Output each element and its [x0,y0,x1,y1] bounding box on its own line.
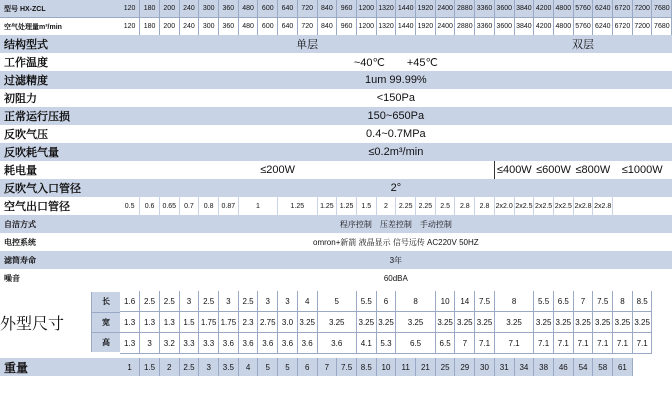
model-cell: 2400 [435,0,455,18]
weight-cell: 8.5 [356,358,376,376]
airflow-cell: 6720 [613,18,633,36]
model-cell: 7200 [632,0,652,18]
airflow-cell: 3840 [514,18,534,36]
height-cell: 7.1 [593,333,613,354]
weight-cell: 38 [534,358,554,376]
airflow-cell: 7200 [632,18,652,36]
airflow-cell: 2880 [455,18,475,36]
control-value: 程序控制 压差控制 手动控制 [120,215,672,233]
life-label: 滤筒寿命 [0,251,120,269]
outlet-cell: 2.8 [475,197,495,215]
initial-resistance-row [0,89,672,107]
initial-resistance-value: <150Pa [120,89,672,107]
outlet-cell: 0.6 [140,197,160,215]
power-label: 耗电量 [0,161,120,179]
airflow-cell: 1440 [396,18,416,36]
precision-label: 过滤精度 [0,71,120,89]
length-cell: 8 [613,291,633,312]
weight-cell: 3 [199,358,219,376]
airflow-cell: 3600 [494,18,514,36]
weight-cell: 6 [297,358,317,376]
outlet-cell: 1.5 [356,197,376,215]
weight-cell: 5 [258,358,278,376]
model-cell: 3360 [475,0,495,18]
airflow-cell: 4800 [553,18,573,36]
model-cell: 360 [219,0,239,18]
model-cell: 7680 [652,0,672,18]
model-cell: 4800 [553,0,573,18]
height-cell: 7.1 [553,333,573,354]
airflow-cell: 120 [120,18,140,36]
dimension-label-cell [0,291,120,354]
model-cell: 3840 [514,0,534,18]
length-cell: 6.5 [553,291,573,312]
blowback-pressure-label: 反吹气压 [0,125,120,143]
width-cell: 3.25 [317,312,356,333]
width-cell: 3.0 [278,312,298,333]
width-cell: 1.3 [159,312,179,333]
airflow-cell: 600 [258,18,278,36]
height-cell: 7.1 [613,333,633,354]
weight-cell: 7 [317,358,337,376]
height-cell: 3 [140,333,160,354]
height-cell: 7.1 [494,333,533,354]
model-cell: 4200 [534,0,554,18]
weight-cell: 34 [514,358,534,376]
temperature-min: ~40℃ [353,56,385,69]
length-cell: 7.5 [475,291,495,312]
structure-label: 结构型式 [0,35,120,53]
single-layer-cell: 单层 [120,35,494,53]
power-value-4: ≤800W [573,161,612,179]
outlet-cell: 1.25 [278,197,317,215]
airflow-cell: 5760 [573,18,593,36]
model-cell: 840 [317,0,337,18]
control-label: 自洁方式 [0,215,120,233]
weight-cell: 5 [278,358,298,376]
structure-row [0,35,672,53]
pressure-loss-value: 150~650Pa [120,107,672,125]
height-cell: 3.3 [179,333,199,354]
height-cell: 7.1 [632,333,652,354]
weight-cell: 1 [120,358,140,376]
blowback-consumption-row [0,143,672,161]
length-cell: 8.5 [632,291,652,312]
inlet-value: 2° [120,179,672,197]
outlet-cell: 2.25 [416,197,436,215]
airflow-cell: 1200 [356,18,376,36]
temperature-label: 工作温度 [0,53,120,71]
outlet-cell: 0.8 [199,197,219,215]
weight-cell: 30 [475,358,495,376]
length-cell: 14 [455,291,475,312]
width-cell: 3.25 [356,312,376,333]
outlet-row [0,197,672,215]
blowback-pressure-row [0,125,672,143]
model-cell: 300 [199,0,219,18]
width-cell: 3.25 [632,312,652,333]
width-cell: 3.25 [573,312,593,333]
airflow-row [0,18,672,36]
dimension-length-row [0,291,672,312]
weight-cell: 1.5 [140,358,160,376]
model-cell: 1920 [416,0,436,18]
weight-label: 重量 [0,358,120,376]
height-cell: 3.6 [317,333,356,354]
width-cell: 3.25 [534,312,554,333]
weight-cell: 61 [613,358,633,376]
model-cell: 960 [337,0,357,18]
outlet-cell: 2x2.5 [514,197,534,215]
width-cell: 1.75 [199,312,219,333]
length-cell: 3 [258,291,278,312]
electric-row [0,233,672,251]
airflow-cell: 7680 [652,18,672,36]
airflow-cell: 1920 [416,18,436,36]
model-cell: 3600 [494,0,514,18]
outlet-label: 空气出口管径 [0,197,120,215]
width-label: 宽 [92,313,120,333]
weight-row [0,358,672,376]
width-cell: 1.3 [140,312,160,333]
model-cell: 5760 [573,0,593,18]
life-row [0,251,672,269]
outlet-cell: 0.7 [179,197,199,215]
airflow-cell: 960 [337,18,357,36]
height-cell: 3.6 [278,333,298,354]
airflow-cell: 2400 [435,18,455,36]
weight-cell: 46 [553,358,573,376]
model-cell: 200 [159,0,179,18]
airflow-cell: 6240 [593,18,613,36]
width-cell: 3.25 [297,312,317,333]
model-label: 型号 HX-ZCL [0,0,120,18]
width-cell: 2.3 [238,312,258,333]
outlet-cell: 2x2.5 [534,197,554,215]
temperature-row [0,53,672,71]
dimension-label: 外型尺寸 [0,315,65,333]
control-row [0,215,672,233]
blowback-consumption-label: 反吹耗气量 [0,143,120,161]
weight-cell: 29 [455,358,475,376]
airflow-cell: 640 [278,18,298,36]
height-cell: 1.3 [120,333,140,354]
double-layer-cell: 双层 [494,35,671,53]
outlet-cell: 1.25 [337,197,357,215]
width-cell: 1.75 [219,312,239,333]
precision-value: 1um 99.99% [120,71,672,89]
height-cell: 6.5 [435,333,455,354]
outlet-cell: 2x2.8 [593,197,613,215]
width-cell: 3.25 [553,312,573,333]
width-cell: 1.3 [120,312,140,333]
airflow-cell: 180 [140,18,160,36]
temperature-value [120,53,672,71]
airflow-cell: 720 [297,18,317,36]
length-cell: 2.5 [238,291,258,312]
height-cell: 6.5 [396,333,435,354]
model-cell: 1440 [396,0,416,18]
model-cell: 720 [297,0,317,18]
outlet-cell: 1.25 [317,197,337,215]
outlet-cell: 2 [376,197,396,215]
model-cell: 120 [120,0,140,18]
outlet-cell: 2x2.5 [553,197,573,215]
airflow-cell: 4200 [534,18,554,36]
width-cell: 3.25 [593,312,613,333]
width-cell: 3.25 [376,312,396,333]
length-cell: 7 [573,291,593,312]
airflow-cell: 200 [159,18,179,36]
noise-label: 噪音 [0,269,120,287]
width-cell: 3.25 [613,312,633,333]
pressure-loss-label: 正常运行压损 [0,107,120,125]
life-value: 3年 [120,251,672,269]
outlet-cell: 2.8 [455,197,475,215]
height-label: 高 [102,338,110,348]
length-cell: 2.5 [159,291,179,312]
airflow-cell: 300 [199,18,219,36]
length-cell: 2.5 [140,291,160,312]
height-cell: 3.6 [219,333,239,354]
length-cell: 3 [278,291,298,312]
height-cell: 3.2 [159,333,179,354]
temperature-max: +45℃ [406,56,438,69]
model-cell: 1320 [376,0,396,18]
airflow-cell: 1320 [376,18,396,36]
height-cell: 4.1 [356,333,376,354]
airflow-cell: 840 [317,18,337,36]
width-cell: 3.25 [435,312,455,333]
blowback-pressure-value: 0.4~0.7MPa [120,125,672,143]
width-cell: 1.5 [179,312,199,333]
height-cell: 7.1 [573,333,593,354]
weight-cell: 4 [238,358,258,376]
weight-cell: 2.5 [179,358,199,376]
airflow-cell: 3360 [475,18,495,36]
length-cell: 2.5 [199,291,219,312]
inlet-row [0,179,672,197]
weight-cell: 3.5 [219,358,239,376]
electric-label: 电控系统 [0,233,120,251]
length-cell: 5.5 [534,291,554,312]
inlet-label: 反吹气入口管径 [0,179,120,197]
pressure-loss-row [0,107,672,125]
length-cell: 5 [317,291,356,312]
model-cell: 240 [179,0,199,18]
airflow-cell: 240 [179,18,199,36]
weight-cell: 10 [376,358,396,376]
model-cell: 480 [238,0,258,18]
length-cell: 5.5 [356,291,376,312]
height-cell: 3.6 [297,333,317,354]
airflow-label: 空气处理量m³/min [0,18,120,36]
noise-row [0,269,672,287]
airflow-cell: 360 [219,18,239,36]
model-cell: 640 [278,0,298,18]
length-cell: 4 [297,291,317,312]
length-cell: 1.6 [120,291,140,312]
outlet-cell: 2x2.0 [494,197,514,215]
model-cell: 6240 [593,0,613,18]
initial-resistance-label: 初阻力 [0,89,120,107]
model-cell: 1200 [356,0,376,18]
width-cell: 3.25 [494,312,533,333]
outlet-cell: 2.25 [396,197,416,215]
outlet-cell: 2x2.8 [573,197,593,215]
power-value-1: ≤200W [120,161,435,179]
length-cell: 8 [396,291,435,312]
outlet-cell: 1 [238,197,277,215]
model-cell: 600 [258,0,278,18]
weight-cell: 11 [396,358,416,376]
width-cell: 3.25 [455,312,475,333]
power-value-2: ≤400W [494,161,533,179]
model-cell: 180 [140,0,160,18]
model-row [0,0,672,18]
weight-cell: 58 [593,358,613,376]
length-cell: 8 [494,291,533,312]
weight-cell: 54 [573,358,593,376]
weight-cell: 7.5 [337,358,357,376]
power-value-5: ≤1000W [613,161,672,179]
height-cell: 3.3 [199,333,219,354]
power-row [0,161,672,179]
model-cell: 2880 [455,0,475,18]
precision-row [0,71,672,89]
width-cell: 3.25 [475,312,495,333]
length-cell: 6 [376,291,396,312]
height-cell: 7 [455,333,475,354]
length-cell: 3 [219,291,239,312]
noise-value: 60dBA [120,269,672,287]
width-cell: 3.25 [396,312,435,333]
height-cell: 3.6 [258,333,278,354]
height-cell: 7.1 [475,333,495,354]
outlet-cell: 2.5 [435,197,455,215]
model-cell: 6720 [613,0,633,18]
length-cell: 10 [435,291,455,312]
height-cell: 5.3 [376,333,396,354]
blowback-consumption-value: ≤0.2m³/min [120,143,672,161]
power-value-3: ≤600W [534,161,573,179]
height-cell: 3.6 [238,333,258,354]
outlet-cell: 0.65 [159,197,179,215]
weight-cell: 25 [435,358,455,376]
weight-cell: 2 [159,358,179,376]
width-cell: 2.75 [258,312,278,333]
electric-value: omron+新箭 液晶显示 信号远传 AC220V 50HZ [120,233,672,251]
length-cell: 7.5 [593,291,613,312]
height-cell: 7.1 [534,333,554,354]
power-gap-cell [435,161,494,179]
weight-cell: 31 [494,358,514,376]
outlet-cell: 0.5 [120,197,140,215]
length-label: 长 [92,292,120,312]
weight-cell: 21 [416,358,436,376]
airflow-cell: 480 [238,18,258,36]
outlet-cell: 0.87 [219,197,239,215]
length-cell: 3 [179,291,199,312]
